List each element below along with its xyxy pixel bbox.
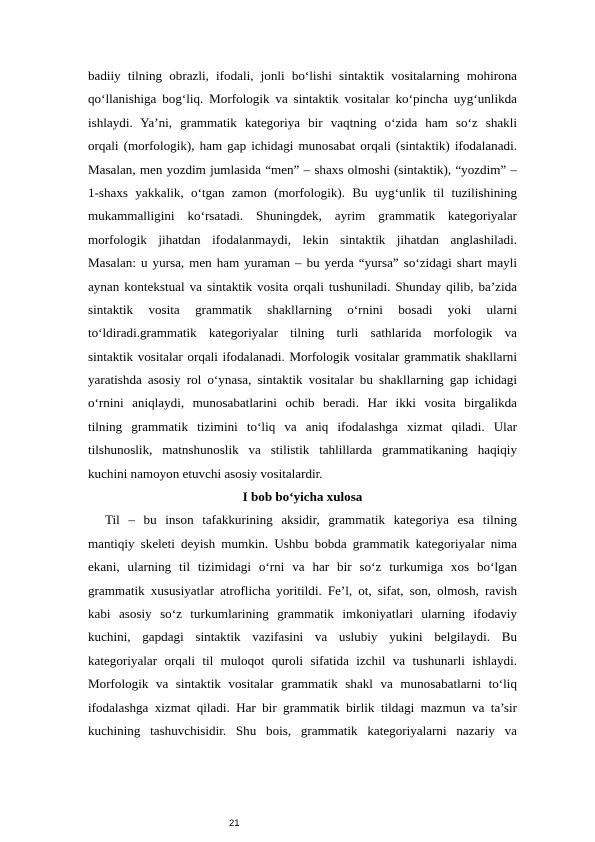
section-heading: I bob bo‘yicha xulosa <box>242 489 363 505</box>
text-line: Til – bu inson tafakkurining aksidir, grammatik kategoriya esa tilning <box>105 512 517 528</box>
document-page <box>88 64 517 742</box>
text-line: mantiqiy skeleti deyish mumkin. Ushbu bobda grammatik kategoriyalar nima <box>88 535 517 551</box>
text-line: orqali (morfologik), ham gap ichidagi munosabat orqali (sintaktik) ifodalanadi. <box>88 138 517 154</box>
text-line: kuchining tashuvchisidir. Shu bois, grammatik kategoriyalarni nazariy va <box>88 722 517 738</box>
text-line: to‘ldiradi.grammatik kategoriyalar tilning turli sathlarida morfologik va <box>88 325 517 341</box>
text-line: aynan kontekstual va sintaktik vosita orqali tushuniladi. Shunday qilib, ba’zida <box>88 278 517 294</box>
page-number: 21 <box>229 818 240 829</box>
text-line: Masalan, men yozdim jumlasida “men” – shaxs olmoshi (sintaktik), “yozdim” – <box>88 161 517 177</box>
paragraph-2 <box>88 508 517 742</box>
text-line: sintaktik vosita grammatik shakllarning o‘rnini bosadi yoki ularni <box>88 301 517 317</box>
text-line: kuchini, gapdagi sintaktik vazifasini va uslubiy yukini belgilaydi. Bu <box>88 629 517 645</box>
text-line: 1-shaxs yakkalik, o‘tgan zamon (morfologik). Bu uyg‘unlik til tuzilishining <box>88 184 517 200</box>
text-line: badiiy tilning obrazli, ifodali, jonli bo‘lishi sintaktik vositalarning mohirona <box>88 68 517 83</box>
text-line: morfologik jihatdan ifodalanmaydi, lekin sintaktik jihatdan anglashiladi. <box>88 231 517 247</box>
text-line: ekani, ularning til tizimidagi o‘rni va har bir so‘z turkumiga xos bo‘lgan <box>88 559 517 575</box>
text-line: tilning grammatik tizimini to‘liq va aniq ifodalashga xizmat qiladi. Ular <box>88 418 517 434</box>
text-line: ifodalashga xizmat qiladi. Har bir grammatik birlik tildagi mazmun va ta’sir <box>88 699 517 715</box>
text-line: o‘rnini aniqlaydi, munosabatlarini ochib beradi. Har ikki vosita birgalikda <box>88 395 517 411</box>
text-line: sintaktik vositalar orqali ifodalanadi. Morfologik vositalar grammatik shakllarni <box>88 348 517 364</box>
text-line: qo‘llanishiga bog‘liq. Morfologik va sintaktik vositalar ko‘pincha uyg‘unlikda <box>88 91 517 107</box>
text-line: mukammalligini ko‘rsatadi. Shuningdek, ayrim grammatik kategoriyalar <box>88 208 517 224</box>
text-line: kabi asosiy so‘z turkumlarining grammatik imkoniyatlari ularning ifodaviy <box>88 605 517 621</box>
text-line: Masalan: u yursa, men ham yuraman – bu yerda “yursa” so‘zidagi shart mayli <box>88 255 517 271</box>
text-line: grammatik xususiyatlar atroflicha yoritildi. Fe’l, ot, sifat, son, olmosh, ravish <box>88 582 517 598</box>
text-line: kategoriyalar orqali til muloqot quroli sifatida izchil va tushunarli ishlaydi. <box>88 652 517 668</box>
text-line: yaratishda asosiy rol o‘ynasa, sintaktik vositalar bu shakllarning gap ichidagi <box>88 372 517 388</box>
text-line: ishlaydi. Ya’ni, grammatik kategoriya bir vaqtning o‘zida ham so‘z shakli <box>88 114 517 130</box>
text-line: Morfologik va sintaktik vositalar grammatik shakl va munosabatlarni to‘liq <box>88 676 517 692</box>
text-line: kuchini namoyon etuvchi asosiy vositalardir. <box>88 465 323 481</box>
text-line: tilshunoslik, matnshunoslik va stilistik tahlillarda grammatikaning haqiqiy <box>88 442 517 458</box>
paragraph-1 <box>88 64 517 485</box>
